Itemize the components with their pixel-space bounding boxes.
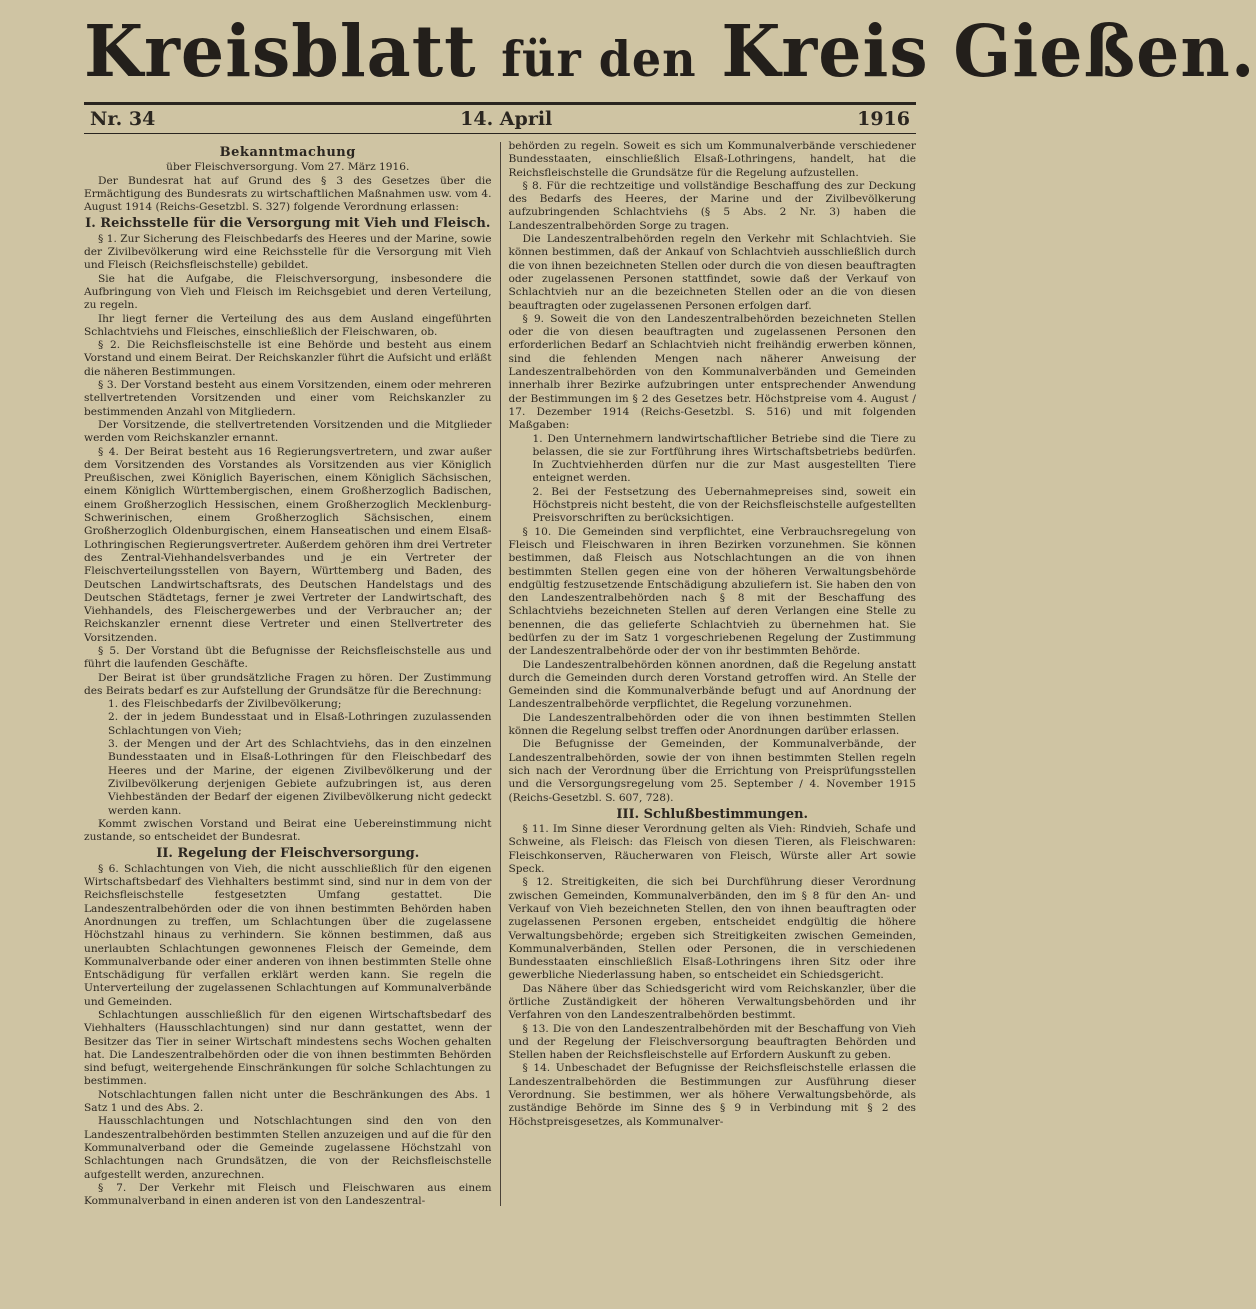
issue-rule bbox=[84, 133, 916, 134]
paragraph: Der Beirat ist über grundsätzliche Fragen zu hören. Der Zustimmung des Beirats bedarf es zur Aufstellung der Grundsätze für die Berechnung: bbox=[84, 671, 492, 697]
article-columns bbox=[84, 140, 916, 1208]
paragraph: § 8. Für die rechtzeitige und vollständige Beschaffung des zur Deckung des Bedarfs des Heeres, der Marine und der Zivilbevölkerung aufzubringenden Schlachtviehs (§ 5 Abs. 2 Nr. 3) haben die Landeszentralbehörden Sorge zu tragen. bbox=[508, 179, 916, 232]
paragraph: Die Befugnisse der Gemeinden, der Kommunalverbände, der Landeszentralbehörden, sowie der von ihnen bestimmten Stellen regeln sich nach der Verordnung über die Errichtung von Preisprüfungsstellen und die Versorgungsregelung vom 25. September / 4. November 1915 (Reichs-Gesetzbl. S. 607, 728). bbox=[508, 738, 916, 804]
paragraph: Das Nähere über das Schiedsgericht wird vom Reichskanzler, über die örtliche Zuständigkeit der höheren Verwaltungsbehörden und ihr Verfahren von den Landeszentralbehörden bestimmt. bbox=[508, 982, 916, 1022]
paragraph: § 9. Soweit die von den Landeszentralbehörden bezeichneten Stellen oder die von diesen beauftragten und zugelassenen Personen den erforderlichen Bedarf an Schlachtvieh nicht freihändig erwerben können, sind die fehlenden Mengen nach näherer Anweisung der Landeszentralbehörden von den Kommunalverbänden und Gemeinden innerhalb ihrer Bezirke aufzubringen unter entsprechender Anwendung der Bestimmungen im § 2 des Gesetzes betr. Höchstpreise vom 4. August / 17. Dezember 1914 (Reichs-Gesetzbl. S. 516) und mit folgenden Maßgaben: bbox=[508, 312, 916, 432]
paragraph: § 12. Streitigkeiten, die sich bei Durchführung dieser Verordnung zwischen Gemeinden, Kommunalverbänden, den im § 8 für den An- und Verkauf von Vieh bezeichneten Stellen, den von ihnen beauftragten oder zugelassenen Personen ergeben, entscheidet endgültig die höhere Verwaltungsbehörde; ergeben sich Streitigkeiten zwischen Gemeinden, Kommunalverbänden, Stellen oder Personen, die in verschiedenen Bundesstaaten einschließlich Elsaß-Lothringens ihren Sitz oder ihre gewerbliche Niederlassung haben, so entscheidet ein Schiedsgericht. bbox=[508, 876, 916, 982]
paragraph: Die Landeszentralbehörden regeln den Verkehr mit Schlachtvieh. Sie können bestimmen, daß der Ankauf von Schlachtvieh ausschließlich durch die von ihnen bezeichneten Stellen oder durch die von diesen beauftragten oder zugelassenen Personen stattfindet, sowie daß der Verkauf von Schlachtvieh nur an die bezeichneten Stellen oder an die von diesen beauftragten oder zugelassenen Personen erfolgen darf. bbox=[508, 233, 916, 312]
issue-bar bbox=[84, 105, 916, 133]
paragraph: Hausschlachtungen und Notschlachtungen sind den von den Landeszentralbehörden bestimmten Stellen anzuzeigen und auf die für den Kommunalverband oder die Gemeinde zugelassene Höchstzahl von Schlachtungen nach Grundsätzen, die von der Reichsfleischstelle aufgestellt werden, anzurechnen. bbox=[84, 1115, 492, 1181]
issue-number: Nr. 34 bbox=[90, 108, 156, 130]
masthead-title-part1: Kreisblatt bbox=[84, 10, 477, 94]
masthead-title-part3: Kreis Gießen. bbox=[721, 10, 1256, 94]
paragraph: Die Landeszentralbehörden können anordnen, daß die Regelung anstatt durch die Gemeinden durch deren Vorstand getroffen wird. An Stelle der Gemeinden sind die Kommunalverbände befugt und auf Anordnung der Landeszentralbehörde verpflichtet, die Regelung vorzunehmen. bbox=[508, 658, 916, 711]
paragraph: Der Bundesrat hat auf Grund des § 3 des Gesetzes über die Ermächtigung des Bundesrats zu wirtschaftlichen Maßnahmen usw. vom 4. August 1914 (Reichs-Gesetzbl. S. 327) folgende Verordnung erlassen: bbox=[84, 174, 492, 214]
section-heading: III. Schlußbestimmungen. bbox=[616, 806, 809, 822]
paragraph: § 13. Die von den Landeszentralbehörden mit der Beschaffung von Vieh und der Regelung der Fleischversorgung beauftragten Behörden und Stellen haben der Reichsfleischstelle auf Erfordern Auskunft zu geben. bbox=[508, 1022, 916, 1062]
paragraph: Der Vorsitzende, die stellvertretenden Vorsitzenden und die Mitglieder werden vom Reichskanzler ernannt. bbox=[84, 418, 492, 445]
column-divider bbox=[500, 142, 501, 1206]
column-right bbox=[508, 140, 916, 1208]
list-item: 3. der Mengen und der Art des Schlachtviehs, das in den einzelnen Bundesstaaten und in Elsaß-Lothringen für den Fleischbedarf des Heeres und der Marine, der eigenen Zivilbevölkerung und der Zivilbevölkerung derjenigen Gebiete aufzubringen ist, aus deren Viehbeständen der Bedarf der eigenen Zivilbevölkerung nicht gedeckt werden kann. bbox=[108, 738, 492, 817]
paragraph: § 11. Im Sinne dieser Verordnung gelten als Vieh: Rindvieh, Schafe und Schweine, als Fleisch: das Fleisch von diesen Tieren, als Fleischwaren: Fleischkonserven, Räucherwaren von Fleisch, Würste aller Art sowie Speck. bbox=[508, 823, 916, 876]
paragraph: § 7. Der Verkehr mit Fleisch und Fleischwaren aus einem Kommunalverband in einen anderen ist von den Landeszentral- bbox=[84, 1181, 492, 1208]
paragraph: § 6. Schlachtungen von Vieh, die nicht ausschließlich für den eigenen Wirtschaftsbedarf des Viehhalters bestimmt sind, sind nur in dem von der Reichsfleischstelle festgesetzten Umfang gestattet. Die Landeszentralbehörden oder die von ihnen bestimmten Behörden haben Anordnungen zu treffen, um Schlachtungen über die zugelassene Höchstzahl hinaus zu verhindern. Sie können bestimmen, daß aus unerlaubten Schlachtungen gewonnenes Fleisch der Gemeinde, dem Kommunalverbande oder einer anderen von ihnen bestimmten Stelle ohne Entschädigung für verfallen erklärt werden kann. Sie regeln die Unterverteilung der zugelassenen Schlachtungen auf Kommunalverbände und Gemeinden. bbox=[84, 862, 492, 1008]
paragraph: § 2. Die Reichsfleischstelle ist eine Behörde und besteht aus einem Vorstand und einem Beirat. Der Reichskanzler führt die Aufsicht und erläßt die näheren Bestimmungen. bbox=[84, 339, 492, 378]
issue-date: 14. April bbox=[460, 108, 553, 130]
section-heading: I. Reichsstelle für die Versorgung mit Vieh und Fleisch. bbox=[85, 216, 491, 232]
paragraph: § 4. Der Beirat besteht aus 16 Regierungsvertretern, und zwar außer dem Vorsitzenden des Vorstandes als Vorsitzenden aus vier Königlich Preußischen, zwei Königlich Bayerischen, einem Königlich Sächsischen, einem Königlich Württembergischen, einem Großherzoglich Badischen, einem Großherzoglich Hessischen, einem Großherzoglich Mecklenburg-Schwerinischen, einem Großherzoglich Sächsischen, einem Großherzoglich Oldenburgischen, einem Hanseatischen und einem Elsaß-Lothringischen Regierungsvertreter. Außerdem gehören ihm drei Vertreter des Zentral-Viehhandelsverbandes und je ein Vertreter der Fleischverteilungsstellen von Bayern, Württemberg und Baden, des Deutschen Landwirtschaftsrats, des Deutschen Handelstags und des Deutschen Städtetags, ferner je zwei Vertreter der Landwirtschaft, des Viehhandels, des Fleischergewerbes und der Verbraucher an; der Reichskanzler ernennt diese Vertreter und einen Stellvertreter des Vorsitzenden. bbox=[84, 445, 492, 644]
paragraph: § 10. Die Gemeinden sind verpflichtet, eine Verbrauchsregelung von Fleisch und Fleischwaren in ihren Bezirken vorzunehmen. Sie können bestimmen, daß Fleisch aus Notschlachtungen an die von ihnen bestimmten Stellen gegen eine von der höheren Verwaltungsbehörde endgültig festzusetzende Entschädigung abzuliefern ist. Sie haben den von den Landeszentralbehörden nach § 8 mit der Beschaffung des Schlachtviehs bezeichneten Stellen auf deren Verlangen eine Stelle zu benennen, die das gelieferte Schlachtvieh zu übernehmen hat. Sie bedürfen zu der im Satz 1 vorgeschriebenen Regelung der Zustimmung der Landeszentralbehörde oder der von ihr bestimmten Behörde. bbox=[508, 525, 916, 658]
article-subheading: über Fleischversorgung. Vom 27. März 1916. bbox=[166, 161, 410, 174]
masthead bbox=[84, 4, 1256, 101]
section-heading: II. Regelung der Fleischversorgung. bbox=[156, 846, 420, 862]
paragraph: behörden zu regeln. Soweit es sich um Kommunalverbände verschiedener Bundesstaaten, einschließlich Elsaß-Lothringens, handelt, hat die Reichsfleischstelle die Grundsätze für die Regelung aufzustellen. bbox=[508, 140, 916, 179]
paragraph: § 5. Der Vorstand übt die Befugnisse der Reichsfleischstelle aus und führt die laufenden Geschäfte. bbox=[84, 644, 492, 671]
paragraph: § 1. Zur Sicherung des Fleischbedarfs des Heeres und der Marine, sowie der Zivilbevölkerung wird eine Reichsstelle für die Versorgung mit Vieh und Fleisch (Reichsfleischstelle) gebildet. bbox=[84, 232, 492, 272]
paragraph: Ihr liegt ferner die Verteilung des aus dem Ausland eingeführten Schlachtviehs und Fleisches, einschließlich der Fleischwaren, ob. bbox=[84, 312, 492, 338]
list-item: 2. Bei der Festsetzung des Uebernahmepreises sind, soweit ein Höchstpreis nicht besteht, die von der Reichsfleischstelle aufgestellten Preisvorschriften zu berücksichtigen. bbox=[532, 485, 916, 525]
paragraph: Notschlachtungen fallen nicht unter die Beschränkungen des Abs. 1 Satz 1 und des Abs. 2. bbox=[84, 1088, 492, 1115]
paragraph: Sie hat die Aufgabe, die Fleischversorgung, insbesondere die Aufbringung von Vieh und Fleisch im Reichsgebiet und deren Verteilung, zu regeln. bbox=[84, 272, 492, 312]
list-item: 1. des Fleischbedarfs der Zivilbevölkerung; bbox=[108, 698, 342, 711]
paragraph: § 14. Unbeschadet der Befugnisse der Reichsfleischstelle erlassen die Landeszentralbehörden die Bestimmungen zur Ausführung dieser Verordnung. Sie bestimmen, wer als höhere Verwaltungsbehörde, als zuständige Behörde im Sinne des § 9 in Verbindung mit § 2 des Höchstpreisgesetzes, als Kommunalver- bbox=[508, 1062, 916, 1128]
column-left bbox=[84, 140, 492, 1208]
paragraph: § 3. Der Vorstand besteht aus einem Vorsitzenden, einem oder mehreren stellvertretenden Vorsitzenden und einer vom Reichskanzler zu bestimmenden Anzahl von Mitgliedern. bbox=[84, 379, 492, 418]
article-heading: Bekanntmachung bbox=[219, 145, 356, 160]
list-item: 1. Den Unternehmern landwirtschaftlicher Betriebe sind die Tiere zu belassen, die sie zur Fortführung ihres Wirtschaftsbetriebs bedürfen. In Zuchtviehherden dürfen nur die zur Mast ausgestellten Tiere enteignet werden. bbox=[532, 432, 916, 485]
paragraph: Die Landeszentralbehörden oder die von ihnen bestimmten Stellen können die Regelung selbst treffen oder Anordnungen darüber erlassen. bbox=[508, 711, 916, 738]
paragraph: Schlachtungen ausschließlich für den eigenen Wirtschaftsbedarf des Viehhalters (Hausschlachtungen) sind nur dann gestattet, wenn der Besitzer das Tier in seiner Wirtschaft mindestens sechs Wochen gehalten hat. Die Landeszentralbehörden oder die von ihnen bestimmten Behörden sind befugt, weitergehende Einschränkungen für solche Schlachtungen zu bestimmen. bbox=[84, 1009, 492, 1088]
paragraph: Kommt zwischen Vorstand und Beirat eine Uebereinstimmung nicht zustande, so entscheidet der Bundesrat. bbox=[84, 817, 492, 844]
list-item: 2. der in jedem Bundesstaat und in Elsaß-Lothringen zuzulassenden Schlachtungen von Vieh; bbox=[108, 711, 492, 737]
masthead-title-part2: für den bbox=[501, 31, 697, 88]
issue-year: 1916 bbox=[857, 108, 910, 130]
